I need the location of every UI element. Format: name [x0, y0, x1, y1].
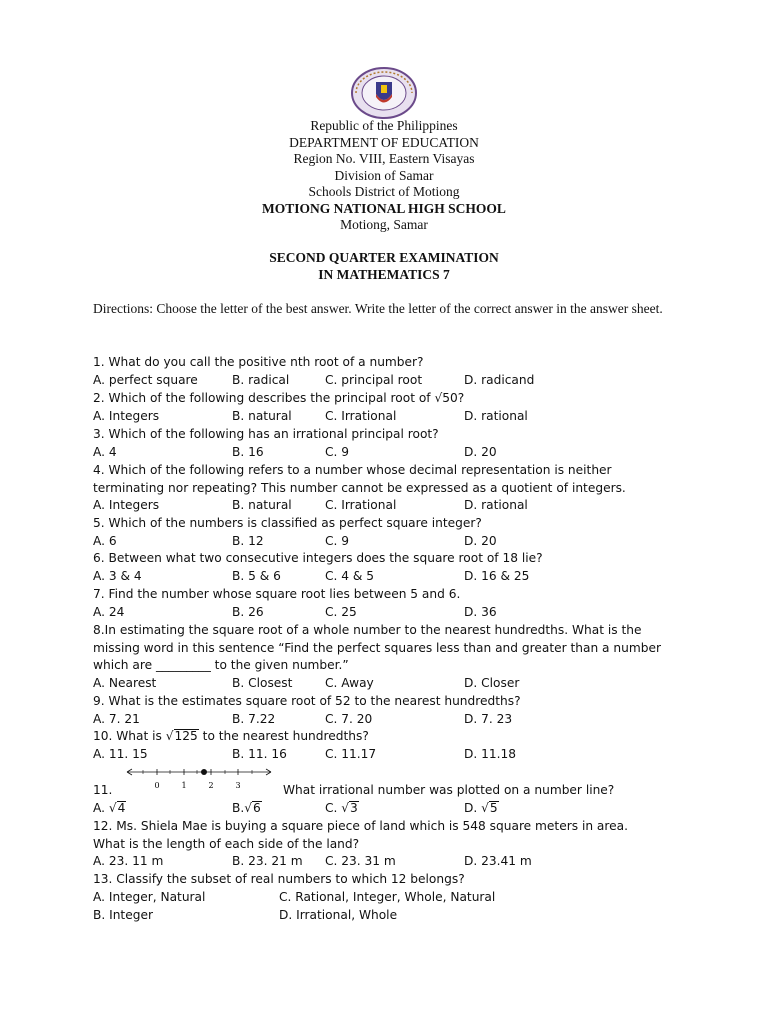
tick-label-1: 1: [181, 781, 187, 790]
question-8-line3: which are _________ to the given number.”: [93, 658, 349, 672]
q10-suffix: to the nearest hundredths?: [202, 729, 369, 743]
q11-c-radicand: 3: [350, 801, 358, 815]
q10-option-a: A. 11. 15: [93, 747, 148, 761]
deped-seal: [350, 66, 418, 120]
q5-option-a: A. 6: [93, 534, 117, 548]
question-4-line1: 4. Which of the following refers to a number whose decimal representation is neither: [93, 463, 612, 477]
q11-a-label: A.: [93, 801, 105, 815]
q10-option-d: D. 11.18: [464, 747, 517, 761]
q4-option-c: C. Irrational: [325, 498, 397, 512]
q4-option-a: A. Integers: [93, 498, 160, 512]
q2-option-b: B. natural: [232, 409, 292, 423]
tick-label-2: 2: [208, 781, 214, 790]
header-line-department: DEPARTMENT OF EDUCATION: [289, 134, 479, 150]
q13-option-d: D. Irrational, Whole: [279, 908, 398, 922]
q8-option-d: D. Closer: [464, 676, 520, 690]
school-header: [0, 118, 768, 234]
q12-option-c: C. 23. 31 m: [325, 854, 396, 868]
q11-b-label: B.: [232, 801, 245, 815]
q11-option-d: D. √5: [464, 801, 498, 815]
exam-directions: Directions: Choose the letter of the best answer. Write the letter of the correct answer in the answer sheet.: [93, 301, 663, 316]
question-13: 13. Classify the subset of real numbers to which 12 belongs?: [93, 872, 465, 886]
exam-title: [0, 250, 768, 283]
exam-title-line1: SECOND QUARTER EXAMINATION: [269, 250, 499, 265]
q11-option-a: A. √4: [93, 801, 126, 815]
q6-option-c: C. 4 & 5: [325, 569, 375, 583]
header-line-republic: Republic of the Philippines: [310, 118, 458, 133]
q4-option-d: D. rational: [464, 498, 528, 512]
q10-prefix: 10. What is: [93, 729, 162, 743]
question-4-line2: terminating nor repeating? This number cannot be expressed as a quotient of integers.: [93, 481, 626, 495]
q11-b-radicand: 6: [253, 801, 261, 815]
q8-option-a: A. Nearest: [93, 676, 157, 690]
question-5: 5. Which of the numbers is classified as perfect square integer?: [93, 516, 482, 530]
q12-option-d: D. 23.41 m: [464, 854, 532, 868]
q2-option-a: A. Integers: [93, 409, 160, 423]
q1-option-d: D. radicand: [464, 373, 535, 387]
school-location: Motiong, Samar: [340, 217, 428, 232]
q13-option-b: B. Integer: [93, 908, 153, 922]
tick-label-0: 0: [154, 781, 160, 790]
q6-option-d: D. 16 & 25: [464, 569, 530, 583]
q6-option-a: A. 3 & 4: [93, 569, 142, 583]
q6-option-b: B. 5 & 6: [232, 569, 281, 583]
question-12-line2: What is the length of each side of the land?: [93, 837, 360, 851]
q3-option-b: B. 16: [232, 445, 264, 459]
question-11: What irrational number was plotted on a number line?: [283, 783, 615, 797]
q10-radicand: 125: [174, 729, 198, 743]
q9-option-a: A. 7. 21: [93, 712, 140, 726]
plotted-point: [201, 769, 207, 775]
q7-option-d: D. 36: [464, 605, 497, 619]
q11-option-b: B.√6: [232, 801, 261, 815]
q5-option-c: C. 9: [325, 534, 350, 548]
q1-option-c: C. principal root: [325, 373, 423, 387]
q4-option-b: B. natural: [232, 498, 292, 512]
header-line-division: Division of Samar: [334, 167, 434, 183]
q9-option-b: B. 7.22: [232, 712, 276, 726]
question-3: 3. Which of the following has an irrational principal root?: [93, 427, 439, 441]
q8-option-b: B. Closest: [232, 676, 293, 690]
q3-option-d: D. 20: [464, 445, 497, 459]
q2-option-d: D. rational: [464, 409, 528, 423]
question-12-line1: 12. Ms. Shiela Mae is buying a square piece of land which is 548 square meters in area.: [93, 819, 628, 833]
question-1: 1. What do you call the positive nth root of a number?: [93, 355, 424, 369]
header-line-district: Schools District of Motiong: [308, 184, 460, 199]
school-name: MOTIONG NATIONAL HIGH SCHOOL: [262, 200, 506, 216]
question-10: 10. What is √125 to the nearest hundredths?: [93, 729, 369, 743]
exam-title-line2: IN MATHEMATICS 7: [318, 266, 450, 282]
q12-option-b: B. 23. 21 m: [232, 854, 303, 868]
header-line-region: Region No. VIII, Eastern Visayas: [293, 151, 475, 166]
q12-option-a: A. 23. 11 m: [93, 854, 164, 868]
q11-d-radicand: 5: [489, 801, 498, 815]
q5-option-d: D. 20: [464, 534, 497, 548]
q11-c-label: C.: [325, 801, 338, 815]
q7-option-b: B. 26: [232, 605, 264, 619]
q3-option-a: A. 4: [93, 445, 117, 459]
q11-a-radicand: 4: [117, 801, 126, 815]
number-line: [125, 758, 275, 794]
q11-d-label: D.: [464, 801, 478, 815]
q9-option-d: D. 7. 23: [464, 712, 513, 726]
q10-option-b: B. 11. 16: [232, 747, 287, 761]
q13-option-a: A. Integer, Natural: [93, 890, 206, 904]
tick-label-3: 3: [235, 781, 241, 790]
q1-option-b: B. radical: [232, 373, 290, 387]
q2-option-c: C. Irrational: [325, 409, 397, 423]
q8-option-c: C. Away: [325, 676, 374, 690]
q11-number: 11.: [93, 783, 113, 797]
question-9: 9. What is the estimates square root of 52 to the nearest hundredths?: [93, 694, 521, 708]
question-8-line1: 8.In estimating the square root of a whole number to the nearest hundredths. What is the: [93, 623, 642, 637]
question-8-line2: missing word in this sentence “Find the perfect squares less than and greater than a number: [93, 641, 661, 655]
q7-option-a: A. 24: [93, 605, 125, 619]
question-2: 2. Which of the following describes the principal root of √50?: [93, 391, 465, 405]
q10-option-c: C. 11.17: [325, 747, 377, 761]
q13-option-c: C. Rational, Integer, Whole, Natural: [279, 890, 496, 904]
q3-option-c: C. 9: [325, 445, 350, 459]
q9-option-c: C. 7. 20: [325, 712, 373, 726]
question-7: 7. Find the number whose square root lies between 5 and 6.: [93, 587, 461, 601]
q5-option-b: B. 12: [232, 534, 264, 548]
q7-option-c: C. 25: [325, 605, 357, 619]
q1-option-a: A. perfect square: [93, 373, 198, 387]
q11-option-c: C. √3: [325, 801, 358, 815]
question-6: 6. Between what two consecutive integers does the square root of 18 lie?: [93, 551, 543, 565]
